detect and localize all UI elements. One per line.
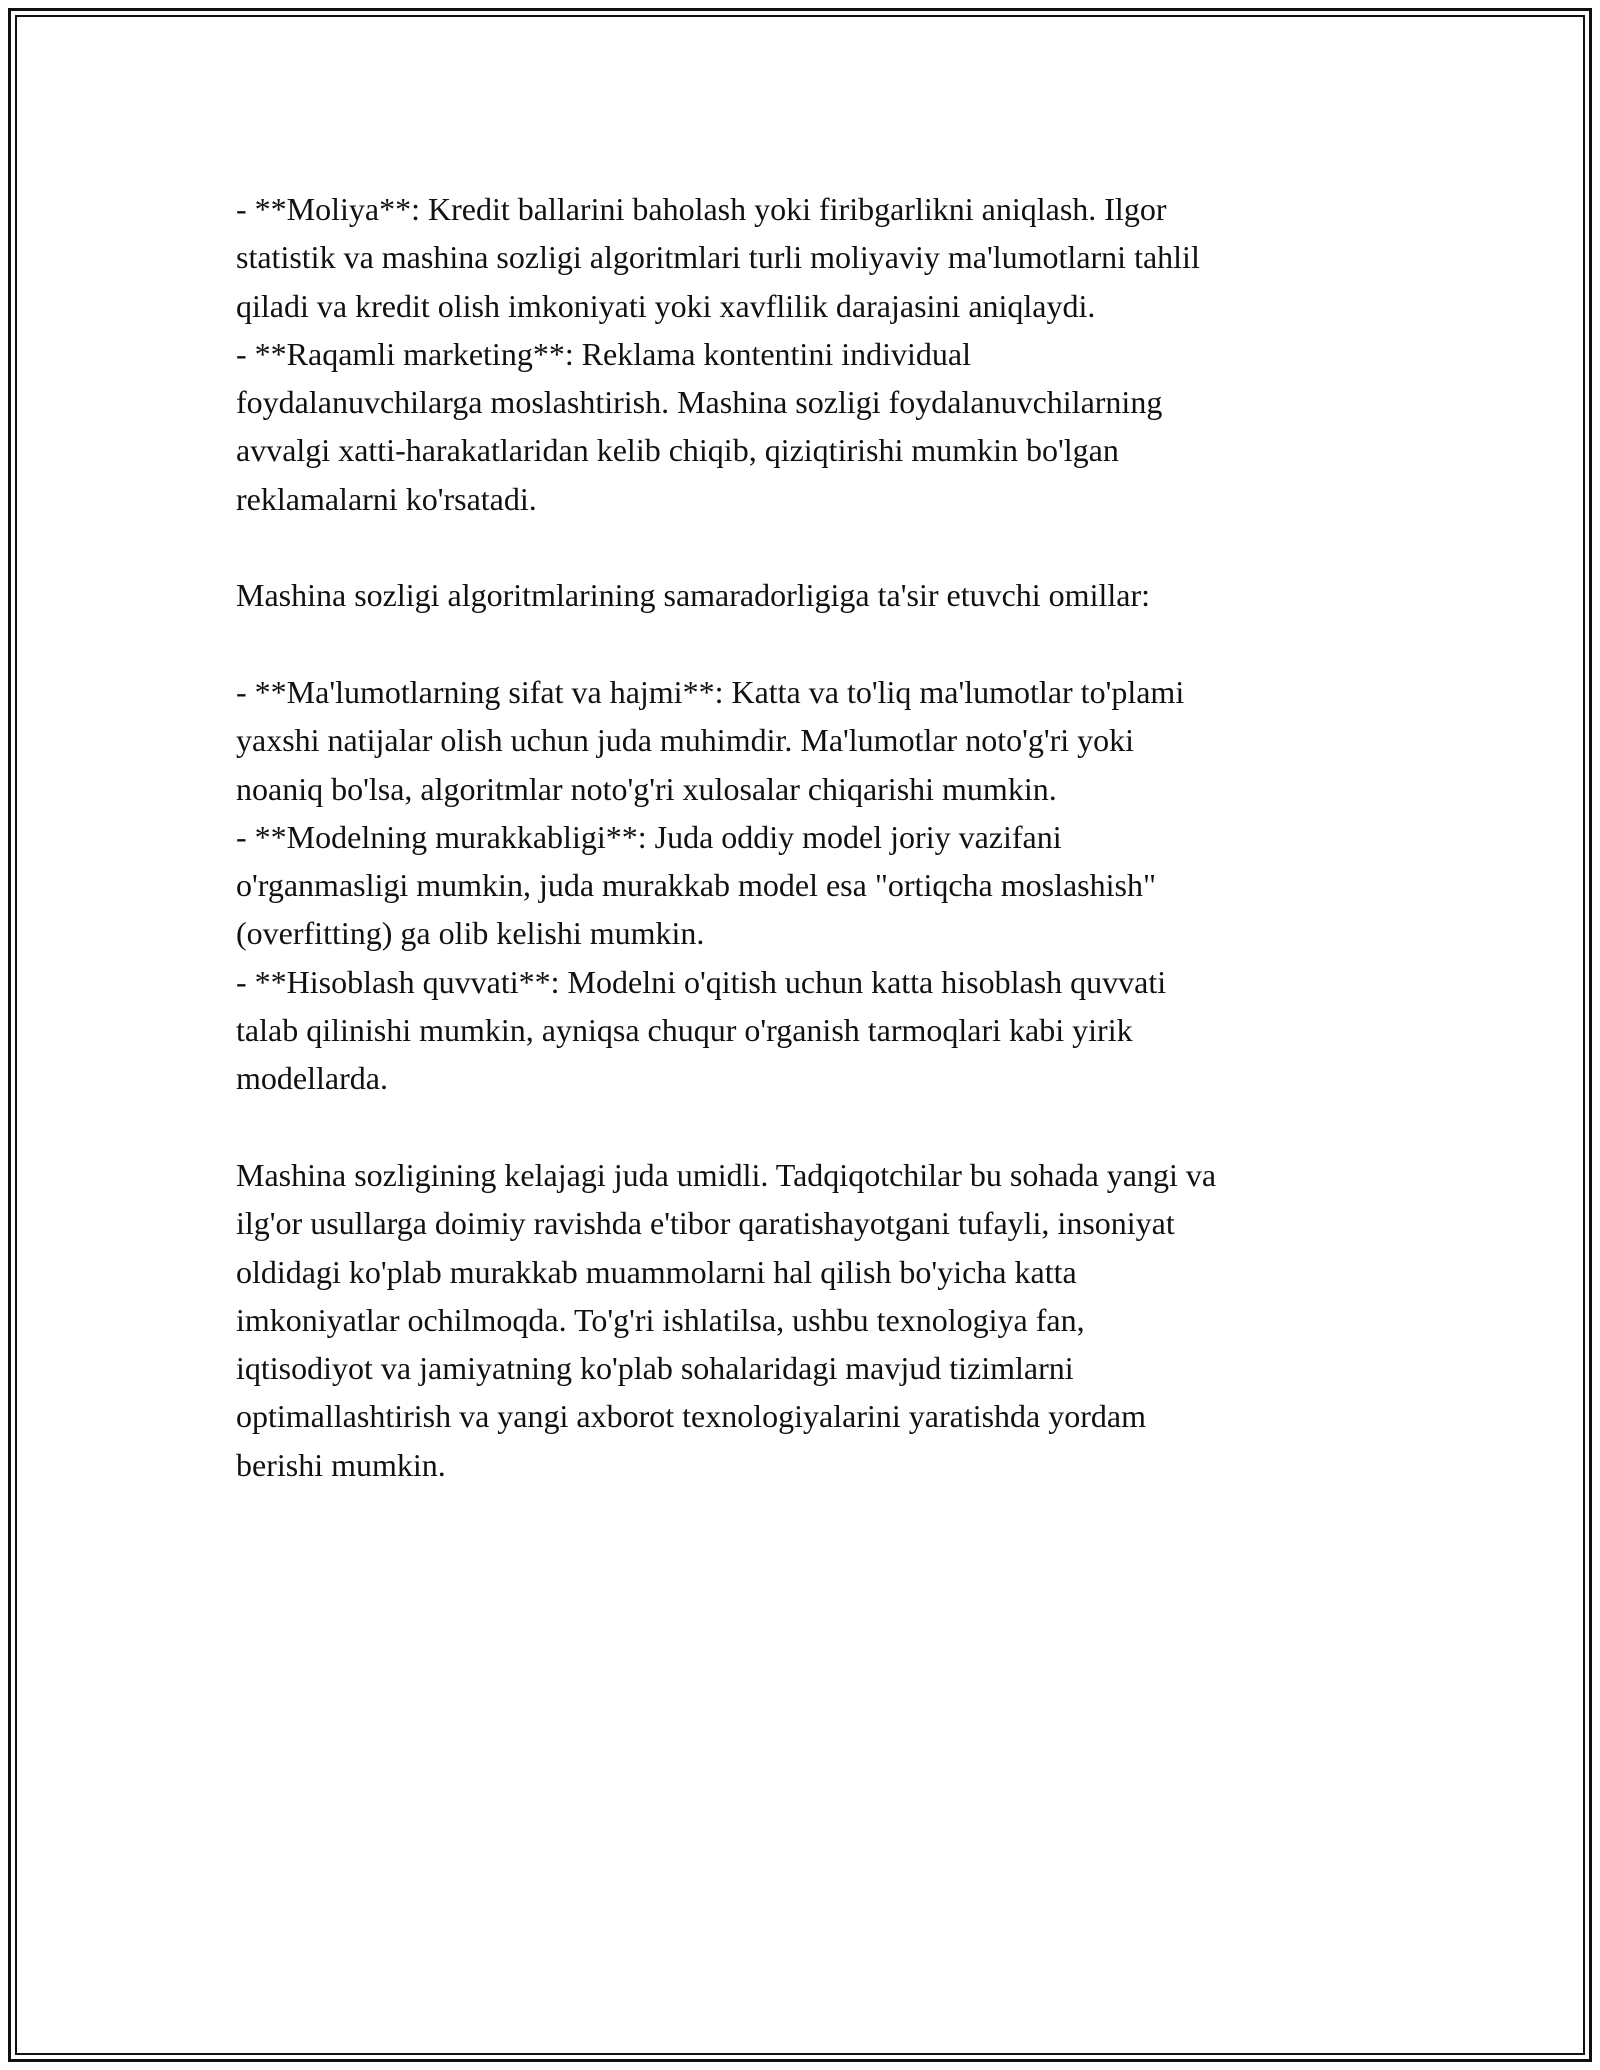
text-line: imkoniyatlar ochilmoqda. To'g'ri ishlatilsa, ushbu texnologiya fan, (236, 1301, 1085, 1338)
text-line: o'rganmasligi mumkin, juda murakkab model esa "ortiqcha moslashish" (236, 867, 1157, 904)
text-line: reklamalarni ko'rsatadi. (236, 480, 537, 517)
text-line: ilg'or usullarga doimiy ravishda e'tibor qaratishayotgani tufayli, insoniyat (236, 1205, 1175, 1242)
text-line: avvalgi xatti-harakatlaridan kelib chiqib, qiziqtirishi mumkin bo'lgan (236, 432, 1119, 469)
text-line: foydalanuvchilarga moslashtirish. Mashina sozligi foydalanuvchilarning (236, 384, 1163, 421)
text-line: statistik va mashina sozligi algoritmlari turli moliyaviy ma'lumotlarni tahlil (236, 239, 1200, 276)
text-line: - **Raqamli marketing**: Reklama kontentini individual (236, 335, 971, 372)
text-line: (overfitting) ga olib kelishi mumkin. (236, 915, 705, 952)
text-line: qiladi va kredit olish imkoniyati yoki xavflilik darajasini aniqlaydi. (236, 287, 1096, 324)
text-line: - **Modelning murakkabligi**: Juda oddiy model joriy vazifani (236, 818, 1062, 855)
text-line: talab qilinishi mumkin, ayniqsa chuqur o'rganish tarmoqlari kabi yirik (236, 1012, 1133, 1049)
text-line: berishi mumkin. (236, 1446, 446, 1483)
text-line: yaxshi natijalar olish uchun juda muhimdir. Ma'lumotlar noto'g'ri yoki (236, 722, 1135, 759)
text-line: iqtisodiyot va jamiyatning ko'plab sohalaridagi mavjud tizimlarni (236, 1350, 1074, 1387)
text-line: - **Hisoblash quvvati**: Modelni o'qitish uchun katta hisoblash quvvati (236, 963, 1167, 1000)
section-intro-line: Mashina sozligi algoritmlarining samaradorligiga ta'sir etuvchi omillar: (236, 577, 1150, 614)
paragraph-spacer (236, 523, 1376, 571)
text-line: oldidagi ko'plab murakkab muammolarni hal qilish bo'yicha katta (236, 1253, 1077, 1290)
text-line: optimallashtirish va yangi axborot texnologiyalarini yaratishda yordam (236, 1398, 1146, 1435)
paragraph-spacer (236, 1103, 1376, 1151)
text-line: Mashina sozligining kelajagi juda umidli. Tadqiqotchilar bu sohada yangi va (236, 1156, 1217, 1193)
text-line: noaniq bo'lsa, algoritmlar noto'g'ri xulosalar chiqarishi mumkin. (236, 770, 1057, 807)
text-line: - **Moliya**: Kredit ballarini baholash yoki firibgarlikni aniqlash. Ilgor (236, 191, 1167, 227)
paragraph-spacer (236, 620, 1376, 668)
text-line: modellarda. (236, 1060, 388, 1097)
document-body (236, 185, 1376, 1489)
text-line: - **Ma'lumotlarning sifat va hajmi**: Katta va to'liq ma'lumotlar to'plami (236, 673, 1185, 710)
